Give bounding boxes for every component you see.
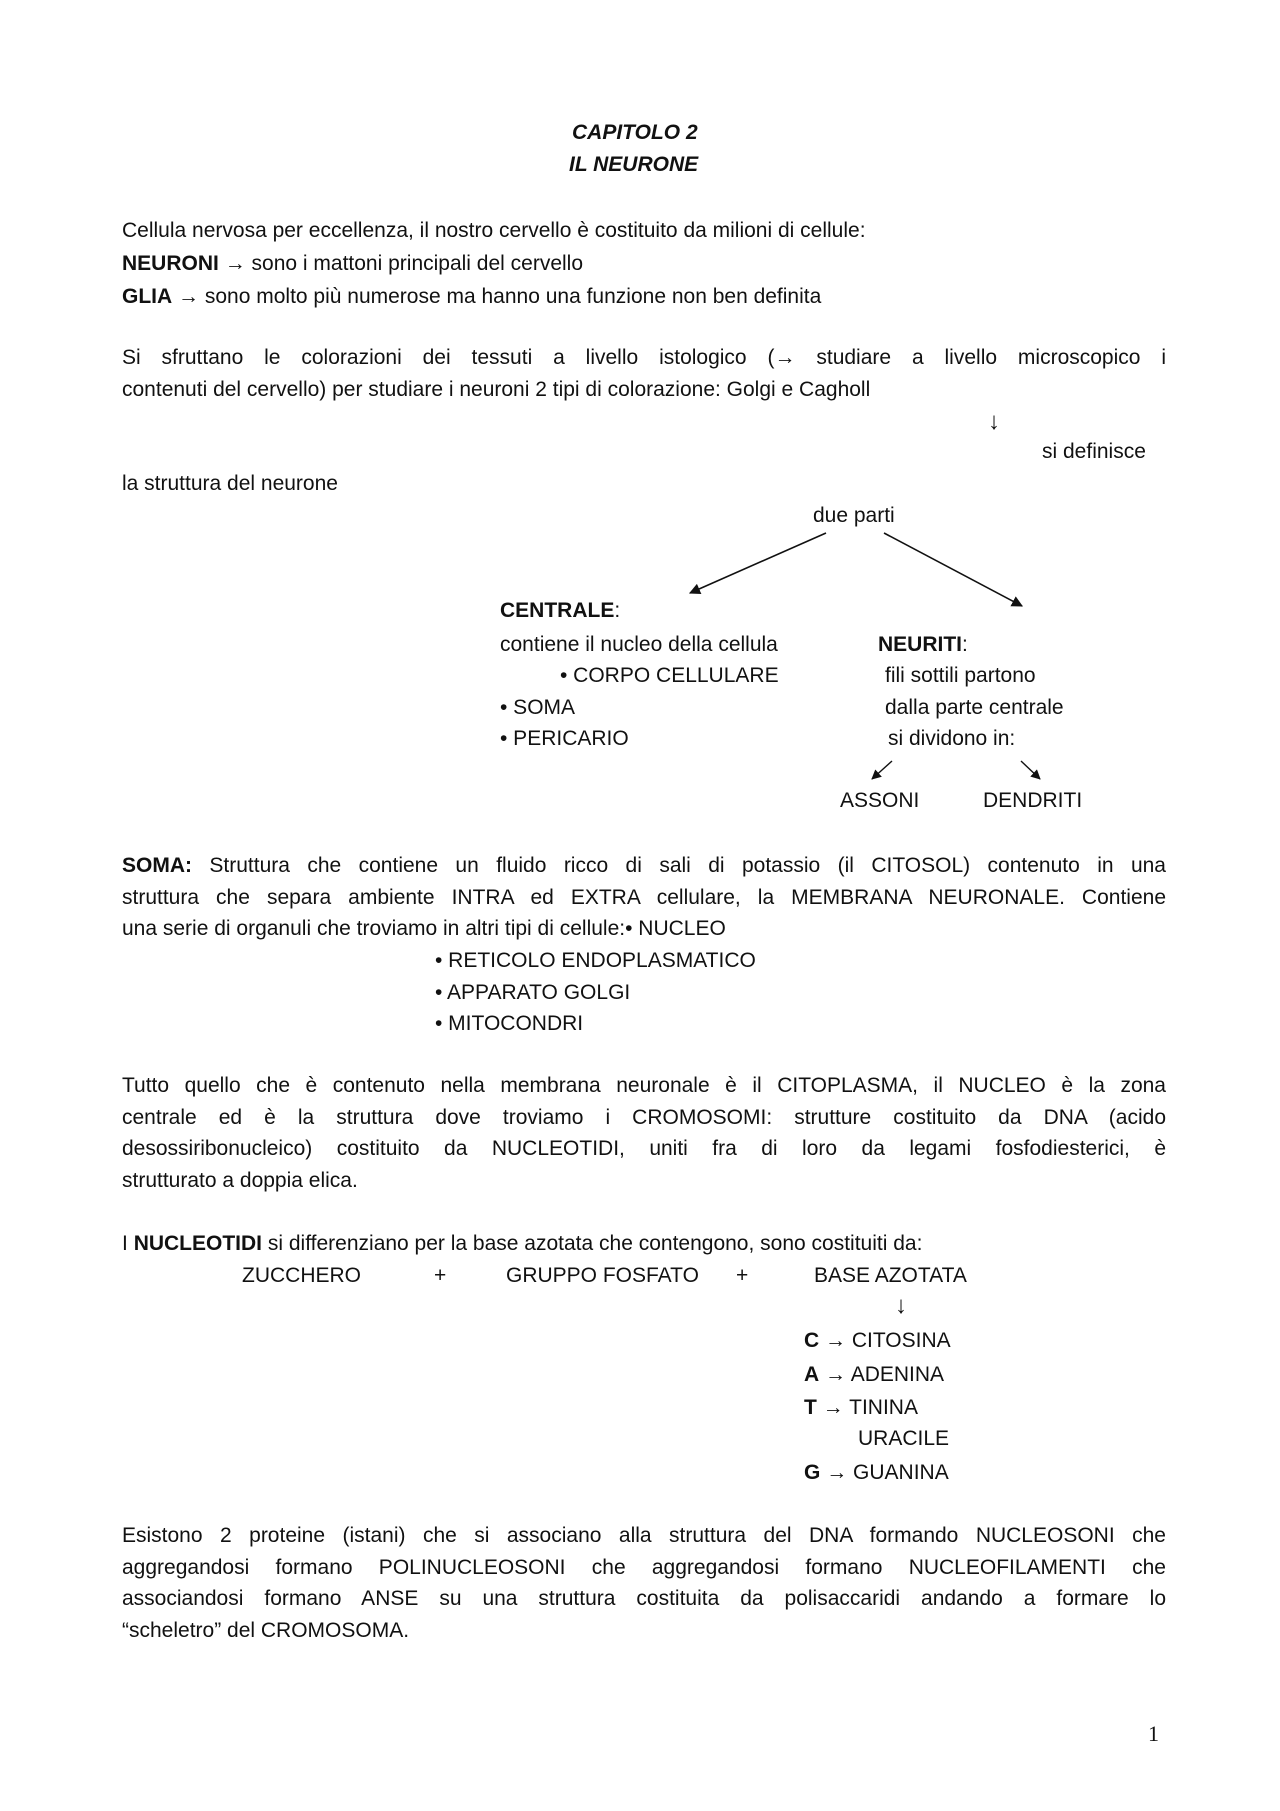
glia-definition xyxy=(122,286,821,307)
base-name: TININA xyxy=(849,1396,918,1419)
arrow-right-icon: → xyxy=(826,1461,848,1484)
neuroni-term: NEURONI xyxy=(122,252,219,275)
paragraph-line: Tutto quello che è contenuto nella membrana neuronale è il CITOPLASMA, il NUCLEO è la zona xyxy=(122,1074,1166,1097)
neuriti-line: si dividono in: xyxy=(888,727,1016,750)
base-name: CITOSINA xyxy=(851,1329,951,1352)
colon: : xyxy=(962,633,968,656)
arrow-right-icon: → xyxy=(825,1363,847,1386)
arrow-to-centrale xyxy=(690,533,826,593)
neuroni-text: sono i mattoni principali del cervello xyxy=(251,252,584,275)
neuriti-heading xyxy=(878,634,968,655)
arrow-right-icon: → xyxy=(224,252,246,275)
plus-sign: + xyxy=(434,1264,447,1287)
arrow-right-icon: → xyxy=(825,1329,847,1352)
colon: : xyxy=(614,599,621,622)
soma-paragraph xyxy=(122,850,1166,945)
nucleotidi-term: NUCLEOTIDI xyxy=(133,1232,263,1255)
paragraph-line: Si sfruttano le colorazioni dei tessuti a livello istologico (→ studiare a livello microscopico i xyxy=(122,346,1166,369)
glia-text: sono molto più numerose ma hanno una funzione non ben definita xyxy=(204,285,822,308)
neuriti-line: fili sottili partono xyxy=(885,664,1036,687)
colorazioni-paragraph xyxy=(122,342,1166,405)
neuriti-line: dalla parte centrale xyxy=(885,696,1064,719)
assoni-label: ASSONI xyxy=(840,789,920,812)
base-name: URACILE xyxy=(858,1427,950,1450)
down-arrow-icon: ↓ xyxy=(895,1292,907,1319)
paragraph-line: “scheletro” del CROMOSOMA. xyxy=(122,1618,410,1642)
intro-line: Cellula nervosa per eccellenza, il nostro cervello è costituito da milioni di cellule: xyxy=(122,219,866,242)
paragraph-line: struttura che separa ambiente INTRA ed EXTRA cellulare, la MEMBRANA NEURONALE. Contiene xyxy=(122,885,1166,909)
base-item xyxy=(804,1462,949,1483)
base-item xyxy=(804,1364,944,1385)
paragraph-line: aggregandosi formano POLINUCLEOSONI che aggregandosi formano NUCLEOFILAMENTI che xyxy=(122,1555,1166,1579)
arrow-to-dendriti xyxy=(1021,761,1040,779)
paragraph-line: contenuti del cervello) per studiare i neuroni 2 tipi di colorazione: Golgi e Cagholl xyxy=(122,377,871,401)
nucleotidi-text: si differenziano per la base azotata che contengono, sono costituiti da: xyxy=(267,1232,923,1255)
base-letter: A xyxy=(804,1363,820,1386)
neuriti-term: NEURITI xyxy=(878,633,962,656)
proteine-paragraph xyxy=(122,1520,1166,1646)
centrale-heading xyxy=(500,600,620,621)
due-parti-label: due parti xyxy=(813,504,895,527)
centrale-description: contiene il nucleo della cellula xyxy=(500,633,778,656)
arrow-to-assoni xyxy=(872,761,892,779)
neuroni-definition xyxy=(122,253,583,274)
page-number: 1 xyxy=(1148,1721,1159,1746)
chapter-label: CAPITOLO 2 xyxy=(572,121,698,144)
base-azotata-label: BASE AZOTATA xyxy=(814,1264,967,1287)
arrow-right-icon: → xyxy=(822,1396,844,1419)
glia-term: GLIA xyxy=(122,285,173,308)
organulo-item: • RETICOLO ENDOPLASMATICO xyxy=(435,949,756,972)
base-name: ADENINA xyxy=(850,1363,945,1386)
citoplasma-paragraph xyxy=(122,1070,1166,1196)
soma-term: SOMA: xyxy=(122,854,192,877)
paragraph-line: centrale ed è la struttura dove troviamo i CROMOSOMI: strutture costituito da DNA (acido xyxy=(122,1105,1166,1129)
paragraph-line: strutturato a doppia elica. xyxy=(122,1168,358,1192)
paragraph-text: Struttura che contiene un fluido ricco di sali di potassio (il CITOSOL) contenuto in una xyxy=(209,854,1166,877)
base-letter: G xyxy=(804,1461,821,1484)
si-definisce-text: si definisce xyxy=(1042,440,1146,463)
centrale-item: • CORPO CELLULARE xyxy=(560,664,779,687)
chapter-title: IL NEURONE xyxy=(569,153,699,176)
fosfato-label: GRUPPO FOSFATO xyxy=(506,1264,699,1287)
base-letter: T xyxy=(804,1396,817,1419)
base-item xyxy=(804,1397,918,1418)
base-item xyxy=(804,1330,951,1351)
paragraph-line: una serie di organuli che troviamo in altri tipi di cellule:• NUCLEO xyxy=(122,917,726,940)
arrow-right-icon: → xyxy=(178,285,200,308)
zucchero-label: ZUCCHERO xyxy=(242,1264,361,1287)
down-arrow-icon: ↓ xyxy=(988,408,1000,435)
nucleotidi-line xyxy=(122,1233,922,1254)
centrale-item: • PERICARIO xyxy=(500,727,629,750)
centrale-term: CENTRALE xyxy=(500,599,615,622)
paragraph-line: desossiribonucleico) costituito da NUCLEOTIDI, uniti fra di loro da legami fosfodiesterici, è xyxy=(122,1137,1166,1160)
dendriti-label: DENDRITI xyxy=(983,789,1083,812)
centrale-item: • SOMA xyxy=(500,696,576,719)
paragraph-line: associandosi formano ANSE su una struttura costituita da polisaccaridi andando a formare lo xyxy=(122,1587,1166,1610)
base-letter: C xyxy=(804,1329,820,1352)
plus-sign: + xyxy=(736,1264,749,1287)
arrow-to-neuriti xyxy=(884,533,1022,606)
struttura-text: la struttura del neurone xyxy=(122,472,338,495)
base-item xyxy=(858,1428,949,1449)
paragraph-line xyxy=(122,850,1166,882)
organulo-item: • MITOCONDRI xyxy=(435,1012,584,1035)
base-name: GUANINA xyxy=(853,1461,949,1484)
paragraph-line: Esistono 2 proteine (istani) che si associano alla struttura del DNA formando NUCLEOSONI che xyxy=(122,1524,1166,1547)
prefix-text: I xyxy=(122,1232,128,1255)
organulo-item: • APPARATO GOLGI xyxy=(435,981,631,1004)
